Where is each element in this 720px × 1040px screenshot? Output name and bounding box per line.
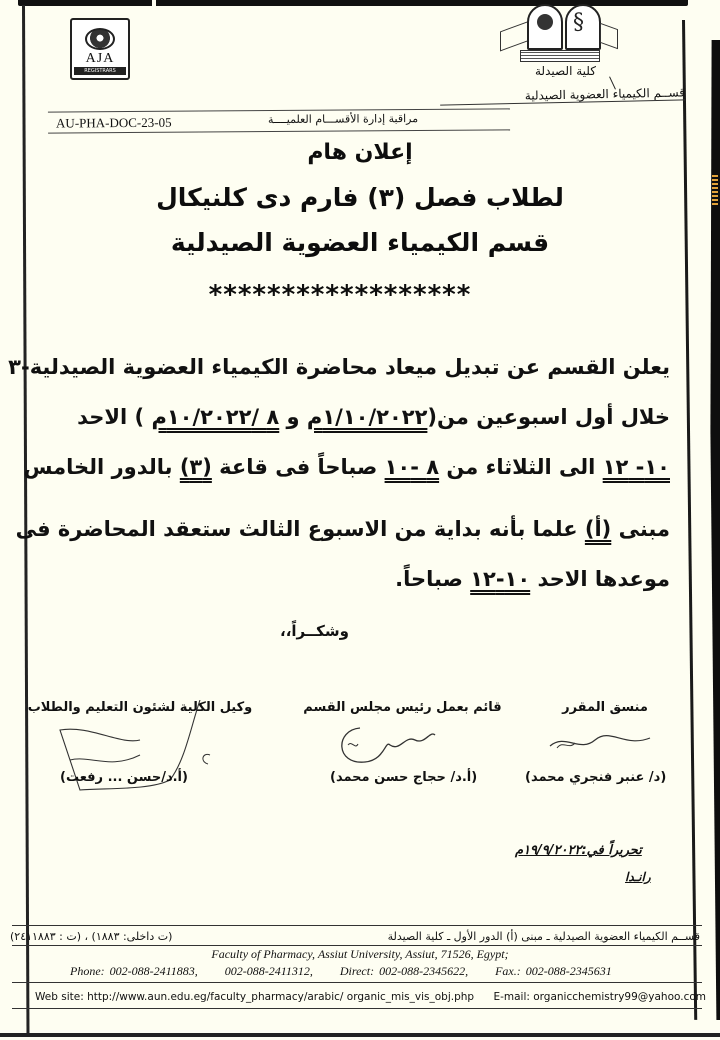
seal-wing-left: [500, 21, 530, 52]
footer-address-english: Faculty of Pharmacy, Assiut University, Assiut, 71526, Egypt;: [211, 947, 509, 961]
footer-divider: [12, 925, 702, 926]
body-line-1: يعلن القسم عن تبديل ميعاد محاضرة الكيمياء العضوية الصيدلية-٣: [8, 355, 670, 379]
aja-logo-text: AJA: [85, 51, 115, 66]
signature-department-head: [300, 700, 520, 785]
document-code: AU-PHA-DOC-23-05: [55, 114, 172, 131]
tuesday-time: ٨ -١٠: [384, 455, 440, 479]
date-end: ٨ /١٠/٢٠٢٢م: [151, 405, 280, 429]
document-header-row: [48, 108, 510, 133]
page-right-border: [682, 20, 697, 1020]
building-letter: (أ): [584, 517, 612, 541]
announcement-title: إعلان هام: [307, 140, 413, 165]
scan-bottom-edge: [0, 1033, 720, 1037]
scan-top-gap: [152, 0, 156, 7]
signature-name: (أ.د/حسن ... رفعت): [60, 770, 188, 785]
footer-divider: [12, 1008, 702, 1009]
line5-prefix: موعدها الاحد: [530, 567, 670, 591]
line3-mid2: صباحاً فى قاعة: [211, 455, 385, 479]
website-link[interactable]: http://www.aun.edu.eg/faculty_pharmacy/arabic/ organic_mis_vis_obj.php: [87, 991, 475, 1003]
university-emblem-icon: [527, 4, 563, 50]
faculty-seal-logo: [500, 4, 610, 62]
room-number: (٣): [179, 455, 212, 479]
footer-phone-2: 002-088-2411312,: [224, 964, 313, 978]
line3-suffix: بالدور الخامس: [23, 455, 180, 479]
line3-mid: الى الثلاثاء من: [439, 455, 603, 479]
signature-name: (أ.د/ حجاج حسن محمد): [330, 770, 478, 785]
body-line-2: [77, 405, 670, 429]
monitoring-office: مراقبة إدارة الأقســـام العلميــــة: [267, 112, 419, 127]
line5-suffix: صباحاً.: [395, 567, 471, 591]
footer-divider: [12, 982, 702, 983]
aja-logo-subtext: REGISTRARS: [74, 67, 126, 75]
email-label: E-mail:: [493, 991, 530, 1003]
line4-suffix: علما بأنه بداية من الاسبوع الثالث ستعقد المحاضرة فى: [15, 517, 585, 541]
footer-divider: [12, 945, 702, 946]
signature-title: منسق المقرر: [562, 700, 648, 715]
audience-title: لطلاب فصل (٣) فارم دى كلنيكال: [156, 183, 564, 212]
department-name: قســم الكيمياء العضوية الصيدلية: [440, 85, 685, 105]
thanks-text: وشكــراً،،: [280, 622, 349, 640]
website-label: Web site:: [35, 991, 84, 1003]
footer-direct: Direct: 002-088-2345622,: [339, 964, 469, 978]
signature-name: (د/ عنبر فنجري محمد): [525, 770, 667, 785]
footer-phones-arabic: (ت داخلى: ١٨٨٣) ، (ت : ٢٤١١٨٨٣): [10, 930, 173, 943]
department-title: قسم الكيمياء العضوية الصيدلية: [170, 228, 550, 257]
globe-icon: [85, 28, 115, 50]
line4-prefix: مبنى: [611, 517, 670, 541]
stars-divider: ******************: [208, 280, 472, 310]
line2-prefix: خلال أول اسبوعين من(: [427, 405, 670, 429]
body-line-3: [23, 455, 670, 479]
aja-registrars-logo: [70, 18, 130, 80]
handwritten-signature-icon: [330, 720, 440, 770]
sunday-time: ١٠- ١٢: [602, 455, 670, 479]
date-start: ١/١٠/٢٠٢٢م: [306, 405, 428, 429]
body-line-4: [16, 517, 670, 541]
signature-coordinator: [520, 700, 690, 785]
seal-wing-right: [600, 23, 618, 50]
signature-vice-dean: [20, 700, 260, 785]
email-link[interactable]: organicchemistry99@yahoo.com: [533, 991, 706, 1003]
line2-and: و: [279, 405, 307, 429]
body-line-5: [395, 567, 670, 591]
line2-suffix: ) الاحد: [77, 405, 152, 429]
pharmacy-caduceus-icon: §: [565, 4, 601, 50]
footer-contact-numbers: [70, 964, 710, 979]
signature-title: قائم بعمل رئيس مجلس القسم: [303, 700, 502, 715]
footer-address-arabic: قســم الكيمياء العضوية الصيدلية ـ مبنى (أ) الدور الأول ـ كلية الصيدلة: [387, 930, 700, 943]
footer-fax: Fax.: 002-088-2345631: [495, 964, 612, 978]
issue-date: تحريراً في:١٩/٩/٢٠٢٢م: [515, 843, 642, 858]
writer-name: رانـدا: [625, 870, 651, 884]
faculty-name: كلية الصيدلة: [535, 64, 596, 78]
signature-title: وكيل الكلية لشئون التعليم والطلاب: [27, 700, 253, 715]
regular-time: ١٠-١٢: [470, 567, 531, 591]
seal-band: [520, 50, 600, 62]
handwritten-signature-icon: [545, 728, 655, 758]
footer-phone: Phone: 002-088-2411883,: [70, 964, 198, 978]
footer-web-line: [35, 991, 706, 1003]
